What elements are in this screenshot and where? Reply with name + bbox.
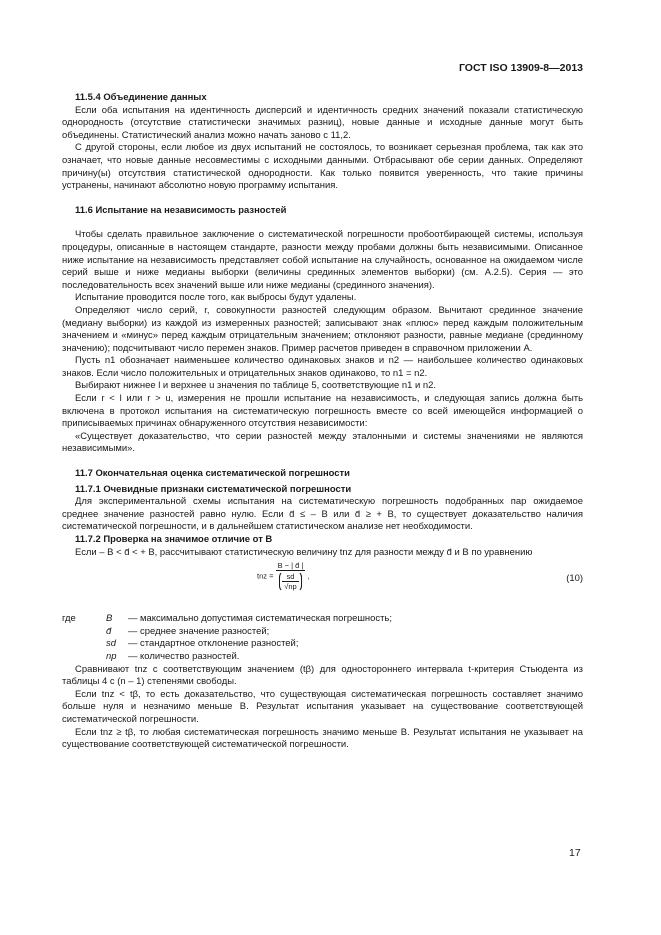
formula-inner-numerator: sd <box>282 572 298 582</box>
definition-symbol: sd <box>106 638 116 650</box>
definition-symbol: B <box>106 613 113 625</box>
page-number: 17 <box>569 847 581 859</box>
paragraph: Для экспериментальной схемы испытания на систематическую погрешность подобранных пар ожидаемое среднее значение разностей равно нулю. Если d̄ ≤ – B или d̄ ≥ + B, то существует доказательство наличия систематической погрешности, и в дальнейшем статистическом анализе нет необходимости. <box>62 496 583 533</box>
definition-row <box>62 638 583 651</box>
definition-row <box>62 651 583 664</box>
section-title-11-7-1: 11.7.1 Очевидные признаки систематической погрешности <box>75 483 352 495</box>
paragraph: Определяют число серий, r, совокупности разностей следующим образом. Вычитают срединное значение (медиану выборки) из каждой из измеренных разностей; записывают знак «плюс» перед каждым положительным значением и «минус» перед каждым отрицательным значением; отклоняют разности, равные медиане (срединному значению); подсчитывают число перемен знаков. Пример расчетов приведен в справочном приложении А. <box>62 304 583 354</box>
section-title-11-5-4: 11.5.4 Объединение данных <box>75 92 207 103</box>
formula-numerator: B − | d̄ | <box>277 561 304 571</box>
formula-inner-denominator: √np <box>284 582 297 592</box>
formula-lhs: tnz = <box>257 571 274 581</box>
paragraph: Если tnz < tβ, то есть доказательство, что существующая систематическая погрешность составляет значимо больше нуля и незначимо меньше B. Результат испытания указывает на существование соответствующей систематической погрешности. <box>62 688 583 725</box>
standard-header: ГОСТ ISO 13909-8—2013 <box>458 62 583 74</box>
paragraph: Если tnz ≥ tβ, то любая систематическая погрешность значимо меньше B. Результат испытания не указывает на существование соответствующей систематической погрешности. <box>62 726 583 751</box>
where-label: где <box>62 613 76 625</box>
paragraph: Если – B < d̄ < + B, рассчитывают статистическую величину tnz для разности между d̄ и B по уравнению <box>75 546 533 558</box>
formula-denominator <box>279 571 301 592</box>
paragraph: Выбирают нижнее l и верхнее u значения по таблице 5, соответствующие n1 и n2. <box>75 380 437 392</box>
definition-text: — количество разностей. <box>128 650 240 662</box>
paragraph: «Существует доказательство, что серии разностей между эталонными и системы значениями не являются независимыми». <box>62 430 583 455</box>
definition-row <box>62 613 583 626</box>
paragraph: Чтобы сделать правильное заключение о систематической погрешности пробоотбирающей системы, используя процедуры, описанные в настоящем стандарте, разности между пробами должны быть независимыми. Описанное ниже испытание на независимость представляет собой испытание на случайность, основанное на ожидаемом числе серий выше и ниже медианы выборки (величины срединных элементов выборки) (см. А.2.5). Серия — это последовательность всех значений выше или ниже медианы (срединного значения). <box>62 229 583 291</box>
section-title-11-6: 11.6 Испытание на независимость разностей <box>75 204 287 216</box>
equation-10 <box>62 559 583 611</box>
symbol-definitions <box>62 613 583 663</box>
paragraph: Если r < l или r > u, измерения не прошли испытание на независимость, и следующая запись должна быть включена в протокол испытания на систематическую погрешность вместе со всей имеющейся информацией о приписываемых причинах обнаруженного отсутствия независимости: <box>62 393 583 430</box>
section-title-11-7-2: 11.7.2 Проверка на значимое отличие от B <box>75 534 273 545</box>
definition-text: — максимально допустимая систематическая погрешность; <box>128 613 392 625</box>
paragraph: Сравнивают tnz с соответствующим значением (tβ) для одностороннего интервала t-критерия Стьюдента из таблицы 4 с (n – 1) степенями свободы. <box>62 663 583 688</box>
paragraph: Испытание проводится после того, как выбросы будут удалены. <box>75 292 357 304</box>
definition-symbol: d̄ <box>106 625 112 637</box>
formula-fraction <box>276 561 306 592</box>
paragraph: Если оба испытания на идентичность дисперсий и идентичность средних значений показали статистическую однородность (отсутствие статистически значимых разниц), новые данные и исходные данные могут быть объединены. Статистический анализ можно начать заново с 11,2. <box>62 104 583 141</box>
definition-text: — стандартное отклонение разностей; <box>128 638 299 650</box>
equation-number: (10) <box>566 573 583 585</box>
page-content <box>62 92 583 752</box>
definition-symbol: np <box>106 650 117 662</box>
definition-row <box>62 626 583 639</box>
section-title-11-7: 11.7 Окончательная оценка систематической погрешности <box>75 468 350 480</box>
formula-tail: , <box>307 571 310 581</box>
definition-text: — среднее значение разностей; <box>128 625 270 637</box>
paragraph: С другой стороны, если любое из двух испытаний не состоялось, то возникает серьезная проблема, так как это означает, что новые данные несовместимы с исходными данными. Отбрасывают обе серии данных. Определяют причину(ы) отсутствия статистической однородности. Как только появится уверенность, что такие причины устранены, начинают абсолютно новую программу испытания. <box>62 142 583 192</box>
paragraph: Пусть n1 обозначает наименьшее количество одинаковых знаков и n2 — наибольшее количество одинаковых знаков. Если число положительных и отрицательных знаков одинаково, то n1 = n2. <box>62 355 583 379</box>
